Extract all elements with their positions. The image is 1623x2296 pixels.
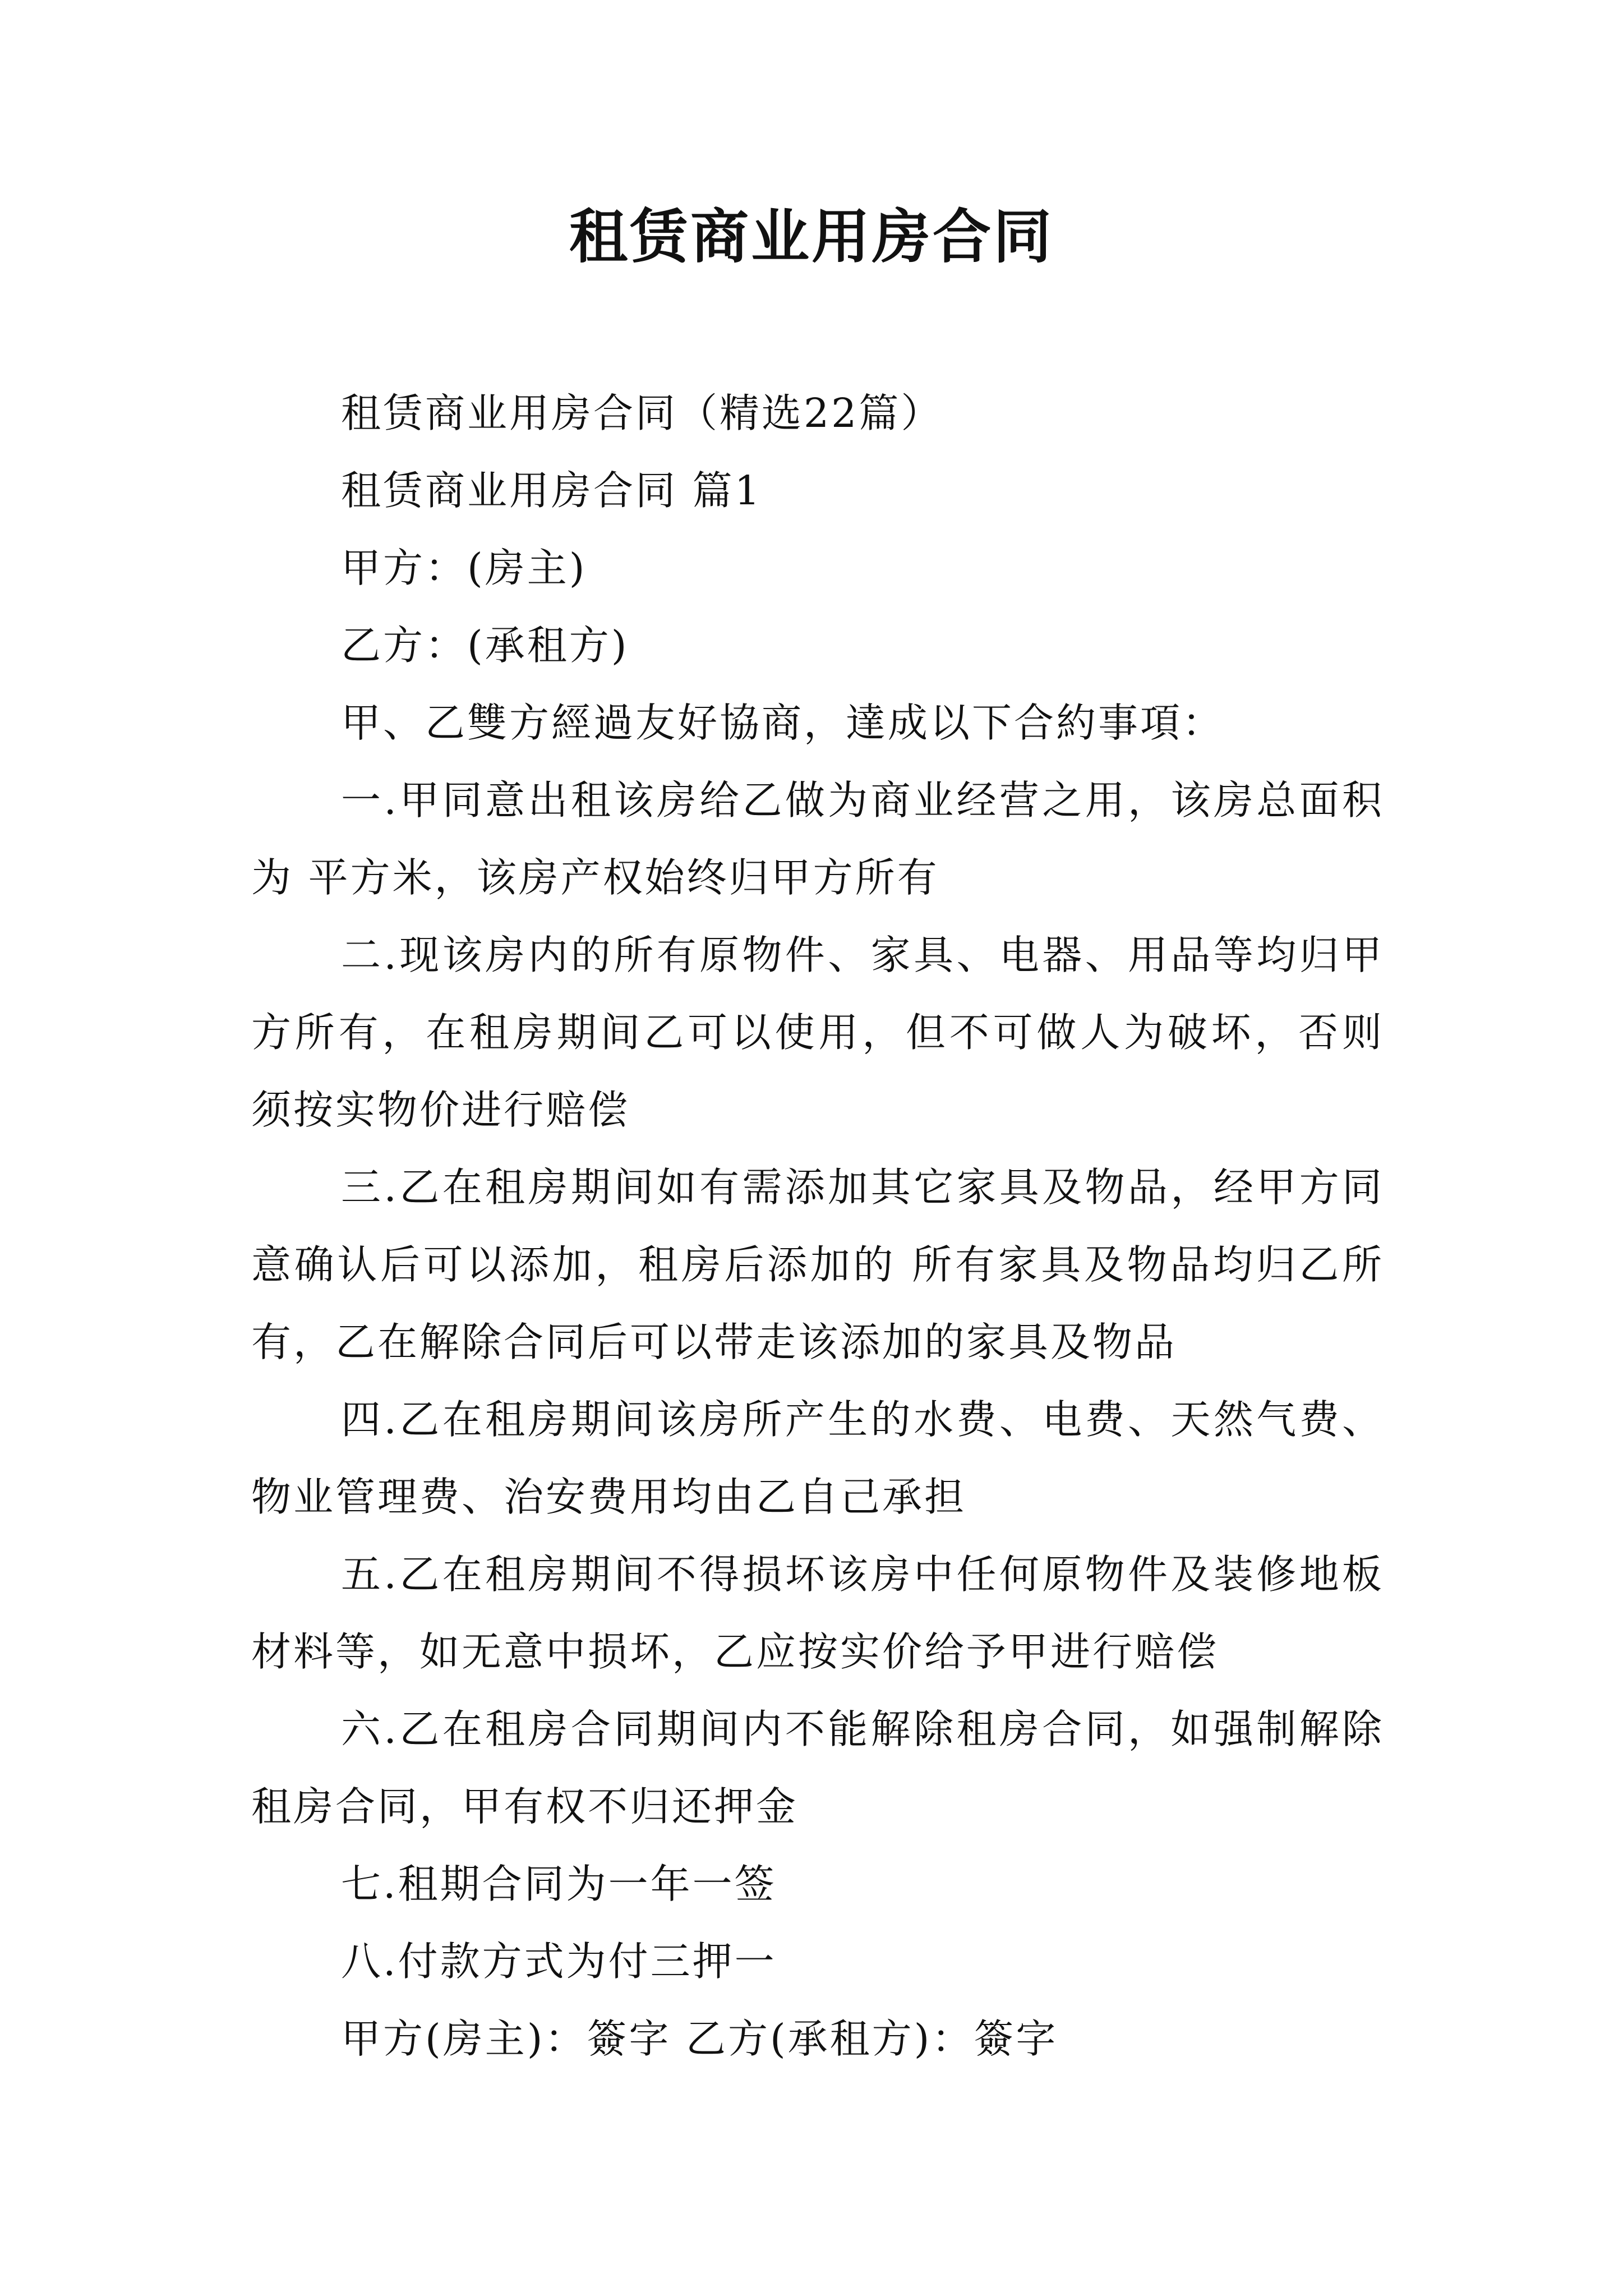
paragraph-clause-2: 二.现该房内的所有原物件、家具、电器、用品等均归甲方所有，在租房期间乙可以使用，但不可做人为破坏，否则须按实物价进行赔偿: [251, 932, 1384, 1133]
paragraph-clause-4: 四.乙在租房期间该房所产生的水费、电费、天然气费、物业管理费、治安费用均由乙自己承担: [251, 1396, 1384, 1520]
paragraph-signatures: 甲方(房主)：簽字 乙方(承租方)：簽字: [341, 2016, 1058, 2062]
paragraph-clause-6: 六.乙在租房合同期间内不能解除租房合同，如强制解除租房合同，甲有权不归还押金: [251, 1706, 1384, 1830]
document-body: [251, 375, 1384, 2078]
document-title: 租赁商业用房合同: [569, 202, 1054, 271]
paragraph-clause-3: 三.乙在租房期间如有需添加其它家具及物品，经甲方同意确认后可以添加，租房后添加的 所有家具及物品均归乙所有，乙在解除合同后可以带走该添加的家具及物品: [251, 1164, 1384, 1365]
paragraph-section-heading: 租赁商业用房合同 篇1: [341, 467, 762, 514]
paragraph-party-a: 甲方：(房主): [341, 545, 587, 591]
paragraph-subtitle: 租赁商业用房合同（精选22篇）: [341, 390, 943, 436]
paragraph-preamble: 甲、乙雙方經過友好協商，達成以下合約事項：: [341, 700, 1225, 746]
paragraph-clause-1: 一.甲同意出租该房给乙做为商业经营之用，该房总面积为 平方米，该房产权始终归甲方所有: [251, 777, 1384, 901]
paragraph-party-b: 乙方：(承租方): [341, 622, 629, 669]
paragraph-clause-8: 八.付款方式为付三押一: [341, 1938, 777, 1985]
paragraph-clause-5: 五.乙在租房期间不得损坏该房中任何原物件及装修地板材料等，如无意中损坏，乙应按实价给予甲进行赔偿: [251, 1551, 1384, 1675]
paragraph-clause-7: 七.租期合同为一年一签: [341, 1861, 777, 1907]
